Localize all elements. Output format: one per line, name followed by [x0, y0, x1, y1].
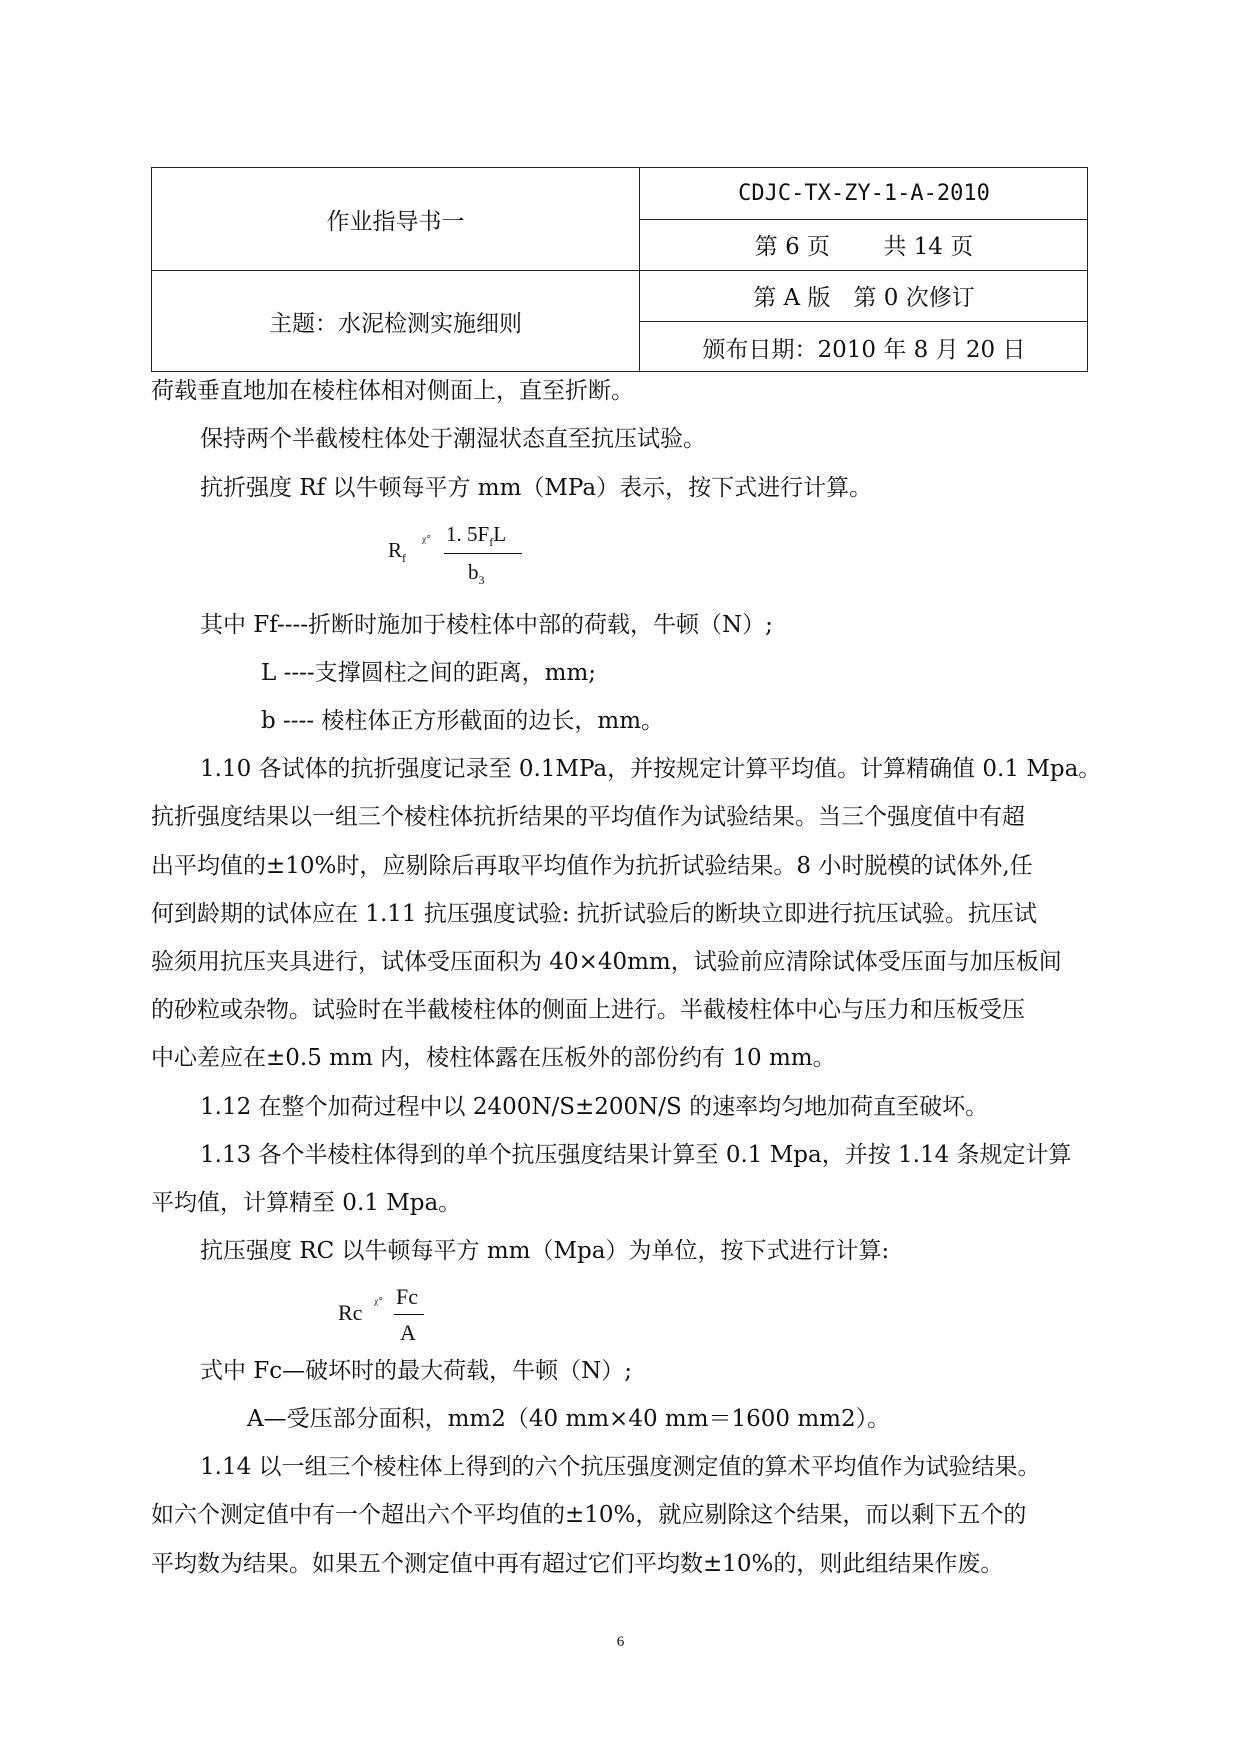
body-line: 1.14 以一组三个棱柱体上得到的六个抗压强度测定值的算术平均值作为试验结果。 — [200, 1454, 1041, 1480]
body-line: 1.13 各个半棱柱体得到的单个抗压强度结果计算至 0.1 Mpa，并按 1.14 条规定计算 — [200, 1142, 1072, 1168]
formula-lhs: Rc — [338, 1300, 363, 1325]
body-line: 如六个测定值中有一个超出六个平均值的±10%，就应剔除这个结果，而以剩下五个的 — [151, 1502, 1027, 1528]
page-number: 6 — [616, 1634, 625, 1650]
document-title: 作业指导书一 — [326, 208, 465, 235]
fraction-bar — [394, 1314, 424, 1315]
body-line: 中心差应在±0.5 mm 内，棱柱体露在压板外的部份约有 10 mm。 — [151, 1045, 836, 1071]
body-line: 何到龄期的试体应在 1.11 抗压强度试验: 抗折试验后的断块立即进行抗压试验。抗压试 — [151, 901, 1037, 927]
document-code: CDJC-TX-ZY-1-A-2010 — [738, 181, 990, 206]
formula-numerator: 1. $5F_fL$ — [446, 522, 507, 550]
body-line: 出平均值的±10%时，应剔除后再取平均值作为抗折试验结果。8 小时脱模的试体外,任 — [151, 853, 1033, 879]
formula-denominator: A — [400, 1320, 416, 1345]
fraction-bar — [444, 553, 522, 554]
page-info: 第 6 页 共 14 页 — [754, 234, 974, 260]
body-line: 平均数为结果。如果五个测定值中再有超过它们平均数±10%的，则此组结果作废。 — [151, 1551, 1004, 1577]
body-line: L ----支撑圆柱之间的距离，mm; — [261, 660, 597, 686]
body-line: 抗折强度结果以一组三个棱柱体抗折结果的平均值作为试验结果。当三个强度值中有超 — [151, 804, 1025, 830]
version-info: 第 A 版 第 0 次修订 — [753, 285, 975, 311]
flexural-strength-formula — [388, 522, 528, 592]
document-subject: 主题：水泥检测实施细则 — [269, 311, 522, 337]
body-line: 1.10 各试体的抗折强度记录至 0.1MPa，并按规定计算平均值。计算精确值 0.1 Mpa。 — [200, 756, 1102, 782]
body-line: A—受压部分面积，mm2（40 mm×40 mm＝1600 mm2）。 — [247, 1406, 891, 1432]
header-table — [151, 167, 1088, 372]
body-line: 平均值，计算精至 0.1 Mpa。 — [151, 1190, 462, 1216]
body-line: 验须用抗压夹具进行，试体受压面积为 40×40mm，试验前应清除试体受压面与加压板间 — [151, 949, 1062, 975]
body-line: b ---- 棱柱体正方形截面的边长，mm。 — [261, 708, 665, 734]
formula-numerator: Fc — [396, 1284, 418, 1309]
formula-lhs: $R_f$ — [388, 538, 407, 566]
body-line: 其中 Ff----折断时施加于棱柱体中部的荷载，牛顿（N）; — [200, 612, 773, 638]
formula-equals-mark: ᵡ˚ — [422, 534, 432, 550]
body-line: 式中 Fc—破坏时的最大荷载，牛顿（N）; — [200, 1358, 633, 1384]
issue-date: 颁布日期：2010 年 8 月 20 日 — [702, 336, 1026, 363]
formula-equals-mark: ᵡ˚ — [374, 1296, 384, 1312]
body-line: 1.12 在整个加荷过程中以 2400N/S±200N/S 的速率均匀地加荷直至破坏。 — [200, 1094, 989, 1120]
body-line: 荷载垂直地加在棱柱体相对侧面上，直至折断。 — [151, 378, 634, 404]
body-line: 的砂粒或杂物。试验时在半截棱柱体的侧面上进行。半截棱柱体中心与压力和压板受压 — [151, 997, 1025, 1023]
body-line: 抗压强度 RC 以牛顿每平方 mm（Mpa）为单位，按下式进行计算: — [200, 1238, 890, 1264]
body-line: 保持两个半截棱柱体处于潮湿状态直至抗压试验。 — [200, 426, 706, 452]
body-line: 抗折强度 Rf 以牛顿每平方 mm（MPa）表示，按下式进行计算。 — [200, 475, 873, 501]
compressive-strength-formula — [338, 1284, 448, 1348]
formula-denominator: $b_3$ — [468, 560, 485, 588]
